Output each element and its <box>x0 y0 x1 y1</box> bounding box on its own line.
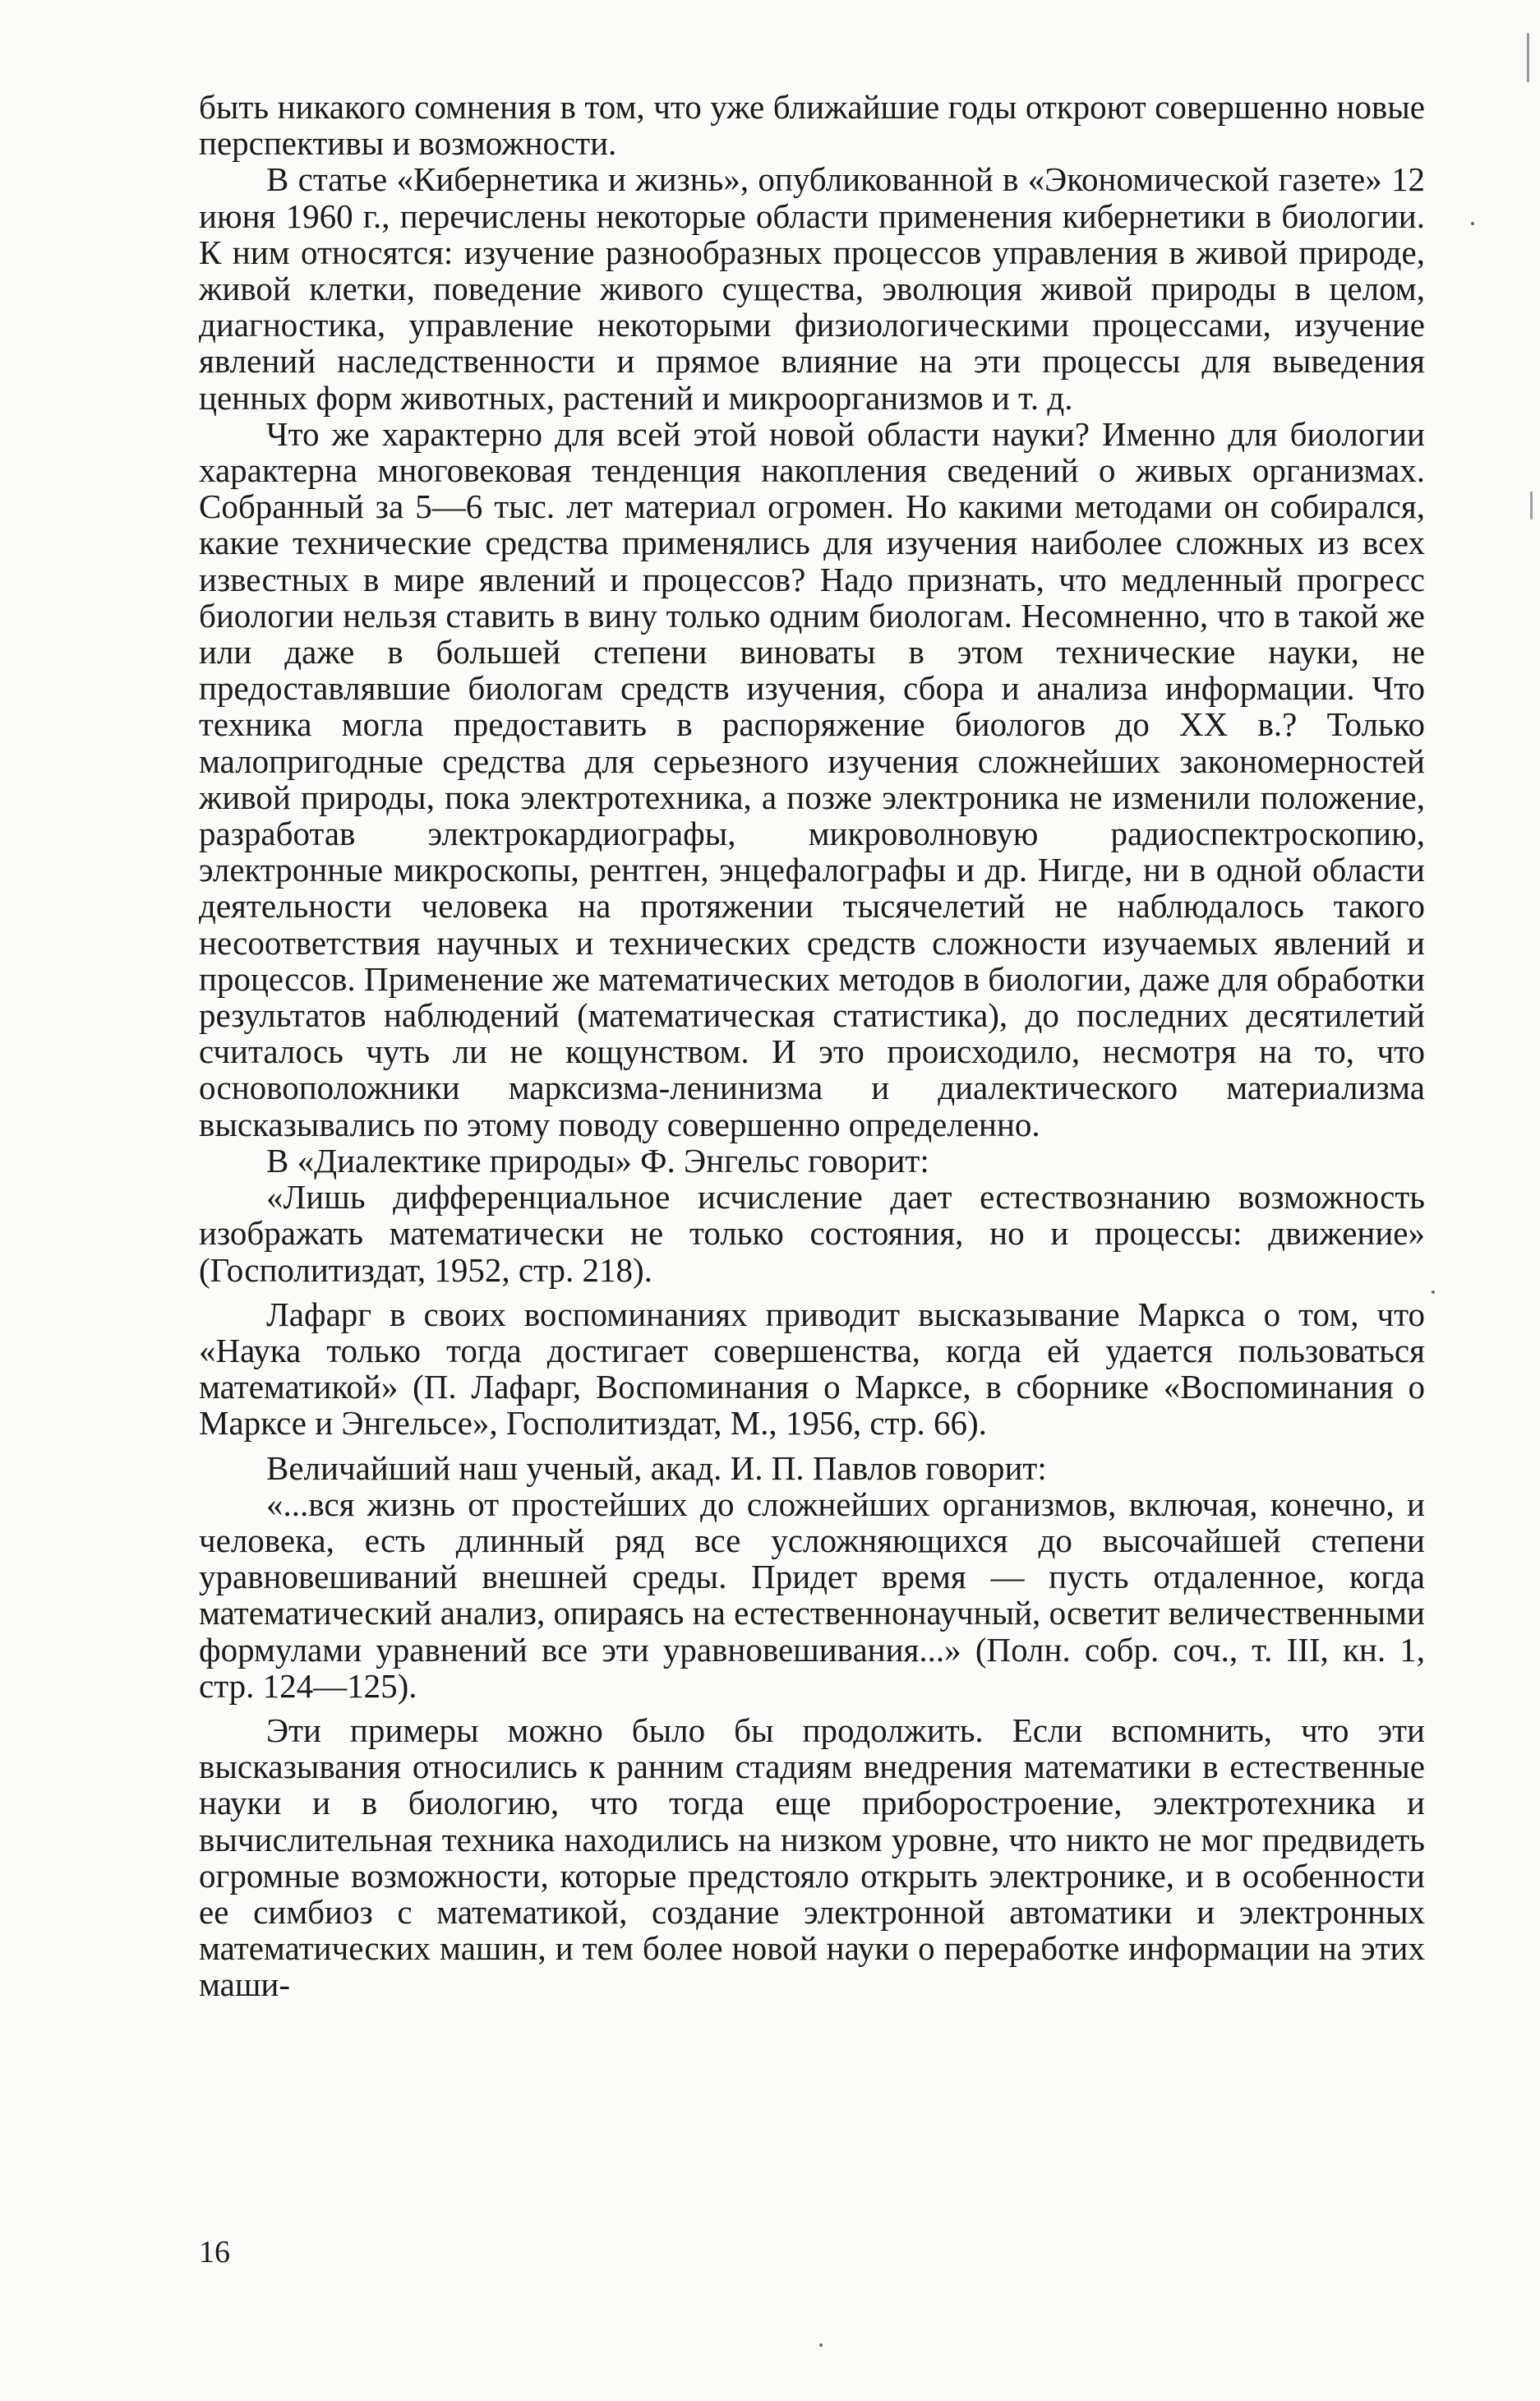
scan-speck <box>1471 222 1474 225</box>
body-text <box>199 89 1425 2003</box>
paragraph-biology-history: Что же характерно для всей этой новой области науки? Именно для биологии характерна многовековая тенденция накопления сведений о живых организмах. Собранный за 5—6 тыс. лет материал огромен. Но какими методами он собирался, какие технические средства применялись для изучения наиболее сложных из всех известных в мире явлений и процессов? Надо признать, что медленный прогресс биологии нельзя ставить в вину только одним биологам. Несомненно, что в такой же или даже в большей степени виноваты в этом технические науки, не предоставлявшие биологам средств изучения, сбора и анализа информации. Что техника могла предоставить в распоряжение биологов до XX в.? Только малопригодные средства для серьезного изучения сложнейших закономерностей живой природы, пока электротехника, а позже электроника не изменили положение, разработав электрокардиографы, микроволновую радиоспектроскопию, электронные микроскопы, рентген, энцефалографы и др. Нигде, ни в одной области деятельности человека на протяжении тысячелетий не наблюдалось такого несоответствия научных и технических средств сложности изучаемых явлений и процессов. Применение же математических методов в биологии, даже для обработки результатов наблюдений (математическая статистика), до последних десятилетий считалось чуть ли не кощунством. И это происходило, несмотря на то, что основоположники марксизма-ленинизма и диалектического материализма высказывались по этому поводу совершенно определенно. <box>199 414 1425 1143</box>
paragraph-examples: Эти примеры можно было бы продолжить. Если вспомнить, что эти высказывания относились к ранним стадиям внедрения математики в естественные науки и в биологию, что тогда еще приборостроение, электротехника и вычислительная техника находились на низком уровне, что никто не мог предвидеть огромные возможности, которые предстояло открыть электронике, и в особенности ее симбиоз с математикой, создание электронной автоматики и электронных математических машин, и тем более новой науки о переработке информации на этих маши- <box>199 1711 1425 2004</box>
page-number: 16 <box>199 2235 230 2269</box>
paragraph-engels-intro: В «Диалектике природы» Ф. Энгельс говорит: <box>266 1141 929 1180</box>
paragraph-cybernetics-article: В статье «Кибернетика и жизнь», опубликованной в «Экономической газете» 12 июня 1960 г., перечислены некоторые области применения кибернетики в биологии. К ним относятся: изучение разнообразных процессов управления в живой природе, живой клетки, поведение живого существа, эволюция живой природы в целом, диагностика, управление некоторыми физиологическими процессами, изучение явлений наследственности и прямое влияние на эти процессы для выведения ценных форм животных, растений и микроорганизмов и т. д. <box>199 160 1425 417</box>
scan-speck <box>1530 492 1533 519</box>
paragraph-pavlov-quote: «...вся жизнь от простейших до сложнейших организмов, включая, конечно, и человека, есть длинный ряд все усложняющихся до высочайшей степени уравновешиваний внешней среды. Придет время — пусть отдаленное, когда математический анализ, опираясь на естественнонаучный, осветит величественными формулами уравнений все эти уравновешивания...» (Полн. собр. соч., т. III, кн. 1, стр. 124—125). <box>199 1484 1425 1705</box>
paragraph-lafargue: Лафарг в своих воспоминаниях приводит высказывание Маркса о том, что «Наука только тогда достигает совершенства, когда ей удается пользоваться математикой» (П. Лафарг, Воспоминания о Марксе, в сборнике «Воспоминания о Марксе и Энгельсе», Госполитиздат, М., 1956, стр. 66). <box>199 1295 1425 1443</box>
paragraph-continuation: быть никакого сомнения в том, что уже ближайшие годы откроют совершенно новые перспективы и возможности. <box>199 88 1425 163</box>
scan-speck <box>1527 33 1529 82</box>
paragraph-pavlov-intro: Величайший наш ученый, акад. И. П. Павлов говорит: <box>266 1448 1047 1487</box>
scan-speck <box>819 2343 823 2347</box>
scan-speck <box>1432 1291 1435 1294</box>
paragraph-engels-quote: «Лишь дифференциальное исчисление дает естествознанию возможность изображать математически не только состояния, но и процессы: движение» (Госполитиздат, 1952, стр. 218). <box>199 1178 1425 1289</box>
